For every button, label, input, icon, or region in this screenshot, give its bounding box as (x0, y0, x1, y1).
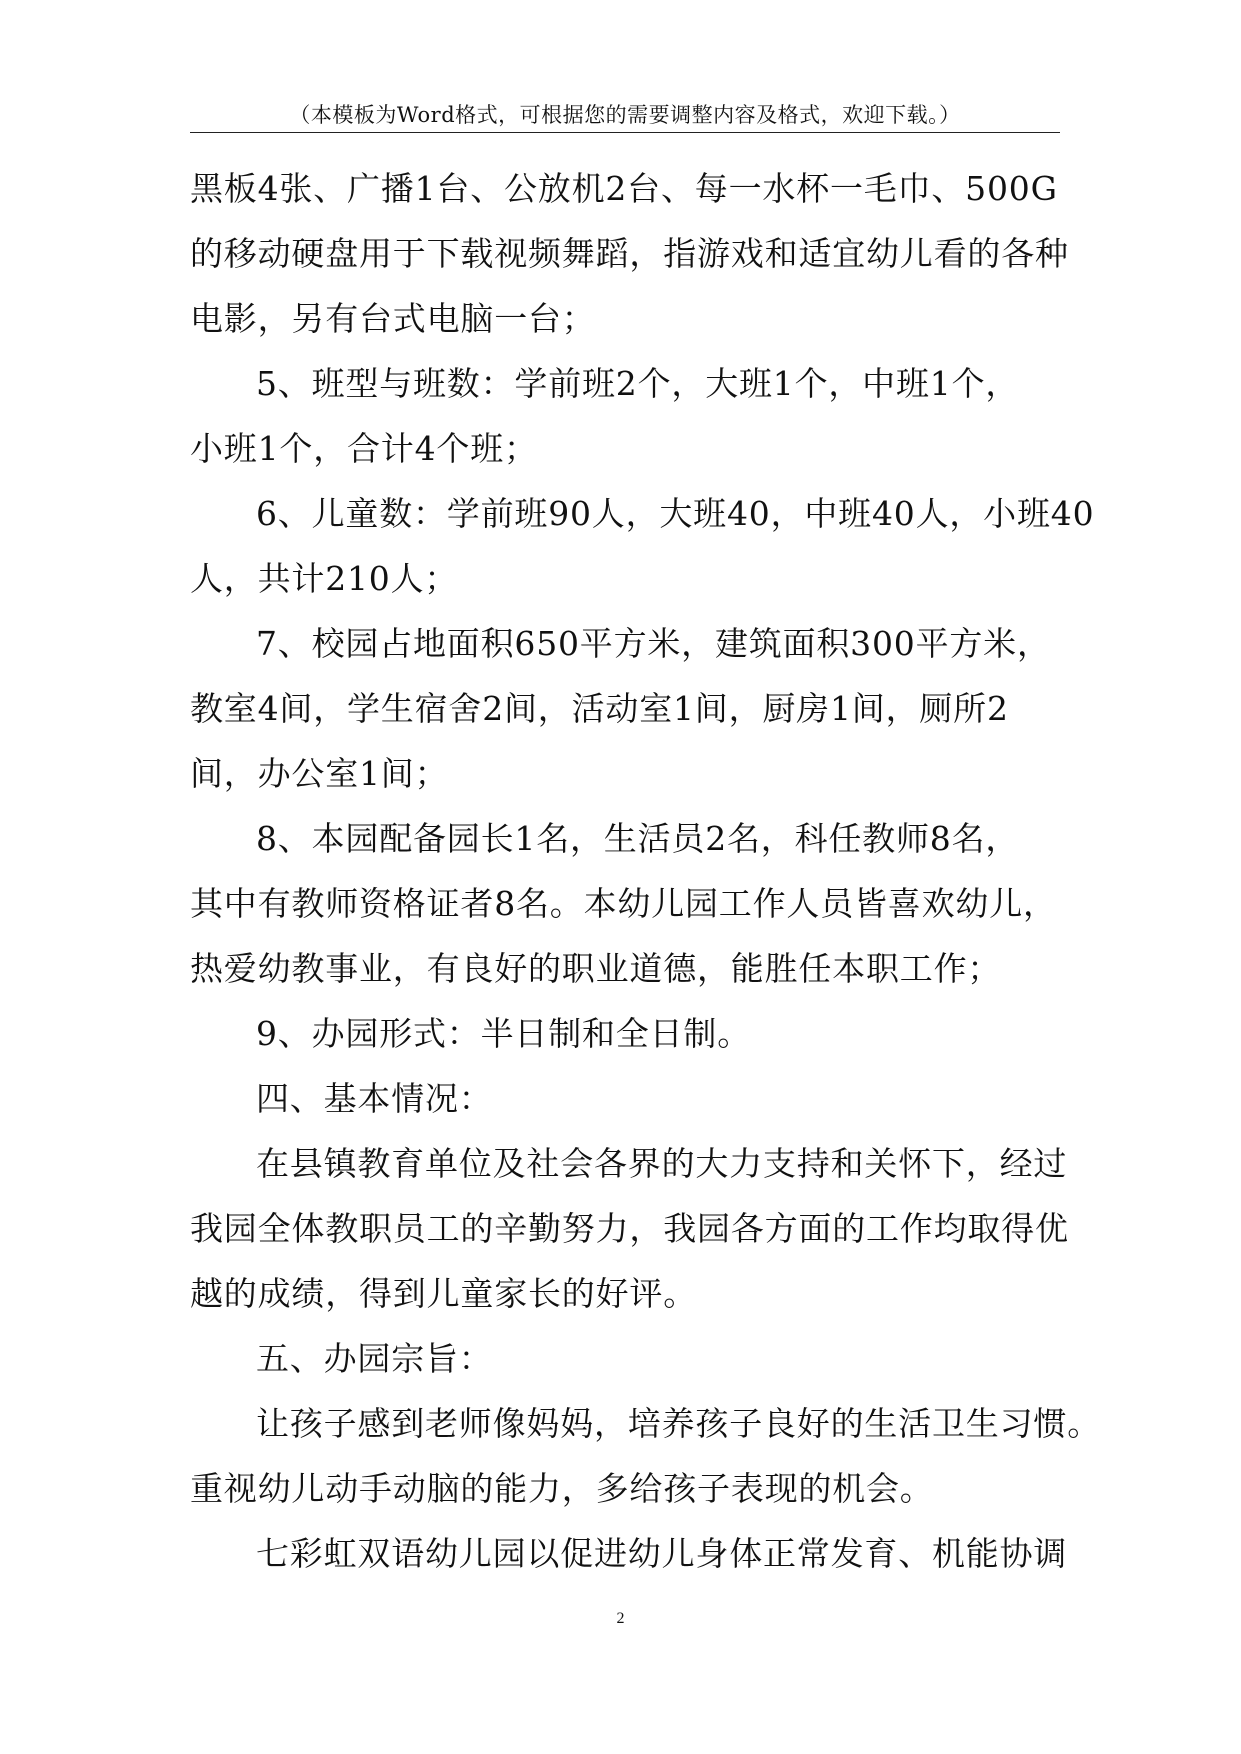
paragraph-first-line: 让孩子感到老师像妈妈，培养孩子良好的生活卫生习惯。 (256, 1404, 1101, 1443)
body-line: 热爱幼教事业，有良好的职业道德，能胜任本职工作； (190, 949, 1002, 988)
body-line: 电影，另有台式电脑一台； (190, 299, 596, 338)
paragraph-first-line: 6、儿童数：学前班90人，大班40，中班40人，小班40 (256, 494, 1095, 533)
body-line: 小班1个，合计4个班； (190, 429, 538, 468)
paragraph-first-line: 7、校园占地面积650平方米，建筑面积300平方米， (256, 624, 1051, 663)
paragraph-first-line: 9、办园形式：半日制和全日制。 (256, 1014, 751, 1053)
section-heading: 四、基本情况： (256, 1079, 493, 1118)
body-line: 人，共计210人； (190, 559, 459, 598)
document-body (190, 156, 1101, 1586)
body-line: 间，办公室1间； (190, 754, 449, 793)
section-heading: 五、办园宗旨： (256, 1339, 493, 1378)
body-line: 的移动硬盘用于下载视频舞蹈，指游戏和适宜幼儿看的各种 (190, 234, 1069, 273)
page-header: （本模板为Word格式，可根据您的需要调整内容及格式，欢迎下载。） (190, 98, 1060, 133)
body-line: 重视幼儿动手动脑的能力，多给孩子表现的机会。 (190, 1469, 934, 1508)
paragraph-first-line: 8、本园配备园长1名，生活员2名，科任教师8名， (256, 819, 1020, 858)
paragraph-first-line: 5、班型与班数：学前班2个，大班1个，中班1个， (256, 364, 1020, 403)
body-line: 越的成绩，得到儿童家长的好评。 (190, 1274, 697, 1313)
paragraph-first-line: 七彩虹双语幼儿园以促进幼儿身体正常发育、机能协调 (256, 1534, 1068, 1573)
body-line: 教室4间，学生宿舍2间，活动室1间，厨房1间，厕所2 (190, 689, 1009, 728)
body-line: 黑板4张、广播1台、公放机2台、每一水杯一毛巾、500G (190, 169, 1058, 208)
paragraph-first-line: 在县镇教育单位及社会各界的大力支持和关怀下，经过 (256, 1144, 1068, 1183)
page-number: 2 (616, 1610, 625, 1627)
body-line: 其中有教师资格证者8名。本幼儿园工作人员皆喜欢幼儿， (190, 884, 1057, 923)
body-line: 我园全体教职员工的辛勤努力，我园各方面的工作均取得优 (190, 1209, 1069, 1248)
